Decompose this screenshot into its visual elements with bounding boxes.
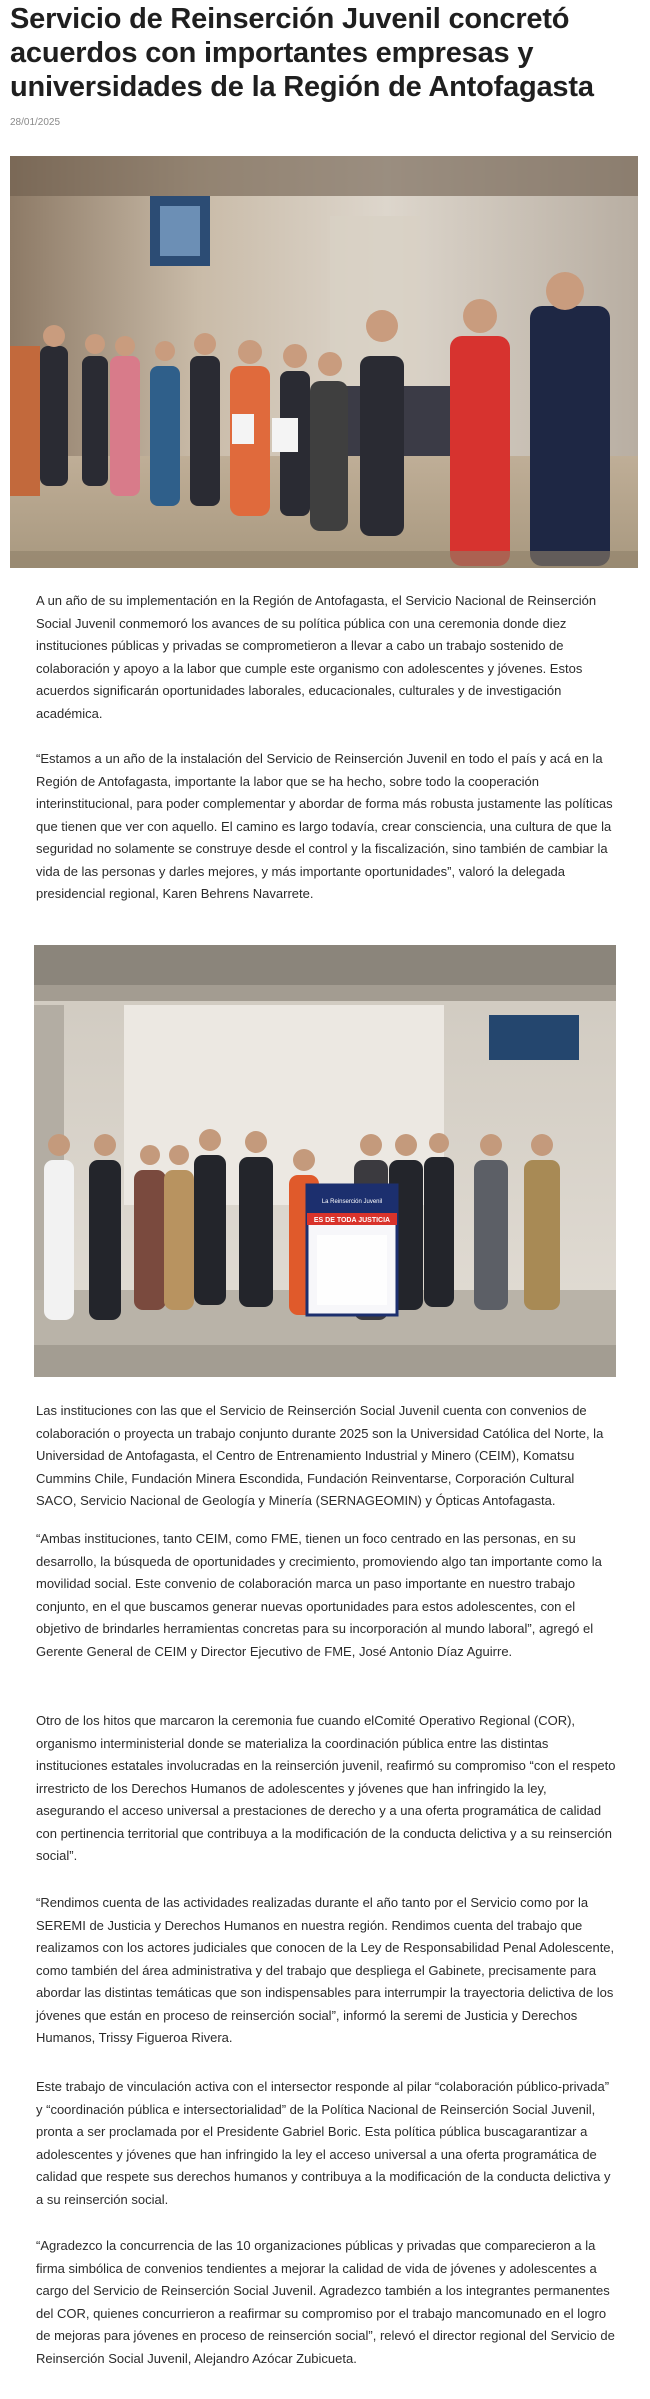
paragraph-3: Las instituciones con las que el Servicio de Reinserción Social Juvenil cuenta con convenios de colaboración o proyecta un trabajo conjunto durante 2025 son la Universidad Católica del Norte, la Universidad de Antofagasta, el Centro de Entrenamiento Industrial y Minero (CEIM), Komatsu Cummins Chile, Fundación Minera Escondida, Fundación Reinventarse, Corporación Cultural SACO, Servicio Nacional de Geología y Minería (SERNAGEOMIN) y Ópticas Antofagasta. <box>36 1403 604 1508</box>
article-photo-1 <box>10 156 638 568</box>
publish-date: 28/01/2025 <box>10 117 61 128</box>
paragraph-2: “Estamos a un año de la instalación del Servicio de Reinserción Juvenil en todo el país y acá en la Región de Antofagasta, importante la labor que se ha hecho, sobre todo la cooperación interinstitucional, para poder complementar y abordar de forma más robusta justamente las políticas que tienen que ver con aquello. El camino es largo todavía, crear consciencia, una cultura de que la seguridad no solamente se construye desde el control y la fiscalización, sino también de cambiar la vida de las personas y darles mejores, y más importante oportunidades”, valoró la delegada presidencial regional, Karen Behrens Navarrete. <box>36 751 613 901</box>
paragraph-4: “Ambas instituciones, tanto CEIM, como FME, tienen un foco centrado en las personas, en su desarrollo, la búsqueda de oportunidades y crecimiento, promoviendo algo tan importante como la movilidad social. Este convenio de colaboración marca un paso importante en nuestro trabajo conjunto, en el que buscamos generar nuevas oportunidades para estos adolescentes, con el objetivo de brindarles herramientas concretas para su incorporación al mundo laboral”, agregó el Gerente General de CEIM y Director Ejecutivo de FME, José Antonio Díaz Aguirre. <box>36 1531 602 1659</box>
banner-header-text: La Reinserción Juvenil <box>321 1199 383 1205</box>
paragraph-7: Este trabajo de vinculación activa con el intersector responde al pilar “colaboración público-privada” y “coordinación pública e intersectorialidad” de la Política Nacional de Reinserción Social Juvenil, pronta a ser proclamada por el Presidente Gabriel Boric. Esta política pública buscagarantizar a adolescentes y jóvenes que han infringido la ley el acceso universal a una oferta programática de calidad que respete sus derechos humanos y contribuya a la modificación de la conducta delictiva y a su reinserción social. <box>36 2079 611 2207</box>
photo-1-scene <box>10 156 638 568</box>
campaign-banner <box>307 1185 397 1315</box>
paragraph-1: A un año de su implementación en la Región de Antofagasta, el Servicio Nacional de Reinserción Social Juvenil conmemoró los avances de su política pública con una ceremonia donde diez instituciones públicas y privadas se comprometieron a llevar a cabo un trabajo sostenido de colaboración y apoyo a la labor que cumple este organismo con adolescentes y jóvenes. Estos acuerdos significarán oportunidades laborales, educacionales, culturales y de investigación académica. <box>36 593 597 721</box>
photo-2-scene <box>34 945 616 1377</box>
article-title: Servicio de Reinserción Juvenil concretó acuerdos con importantes empresas y universidades de la Región de Antofagasta <box>10 3 594 103</box>
paragraph-8: “Agradezco la concurrencia de las 10 organizaciones públicas y privadas que comparecieron a la firma simbólica de convenios tendientes a mejorar la calidad de vida de jóvenes y adolescentes a cargo del Servicio de Reinserción Social Juvenil. Agradezco también a los integrantes permanentes del COR, quienes concurrieron a reafirmar su compromiso por el trabajo mancomunado en el logro de mejoras para jóvenes en proceso de reinserción social”, relevó el director regional del Servicio de Reinserción Social Juvenil, Alejandro Azócar Zubicueta. <box>36 2238 615 2366</box>
banner-slogan-text: ES DE TODA JUSTICIA <box>313 1217 391 1224</box>
paragraph-5: Otro de los hitos que marcaron la ceremonia fue cuando elComité Operativo Regional (COR), organismo interministerial donde se materializa la coordinación pública entre las distintas instituciones estatales involucradas en la reinserción juvenil, reafirmó su compromiso “con el respeto irrestricto de los Derechos Humanos de adolescentes y jóvenes que han infringido la ley, asegurando el acceso universal a prestaciones de derecho y a una oferta programática de calidad con pertinencia territorial que contribuya a la modificación de la conducta delictiva y a su reinserción social”. <box>36 1713 616 1863</box>
paragraph-6: “Rendimos cuenta de las actividades realizadas durante el año tanto por el Servicio como por la SEREMI de Justicia y Derechos Humanos en nuestra región. Rendimos cuenta del trabajo que realizamos con los actores judiciales que conocen de la Ley de Responsabilidad Penal Adolescente, como también del área administrativa y del trabajo que despliega el Gabinete, precisamente para abordar las distintas temáticas que son indispensables para interrumpir la trayectoria delictiva de los jóvenes que están en proceso de reinserción social”, informó la seremi de Justicia y Derechos Humanos, Trissy Figueroa Rivera. <box>36 1895 615 2045</box>
article-photo-2 <box>34 945 616 1377</box>
